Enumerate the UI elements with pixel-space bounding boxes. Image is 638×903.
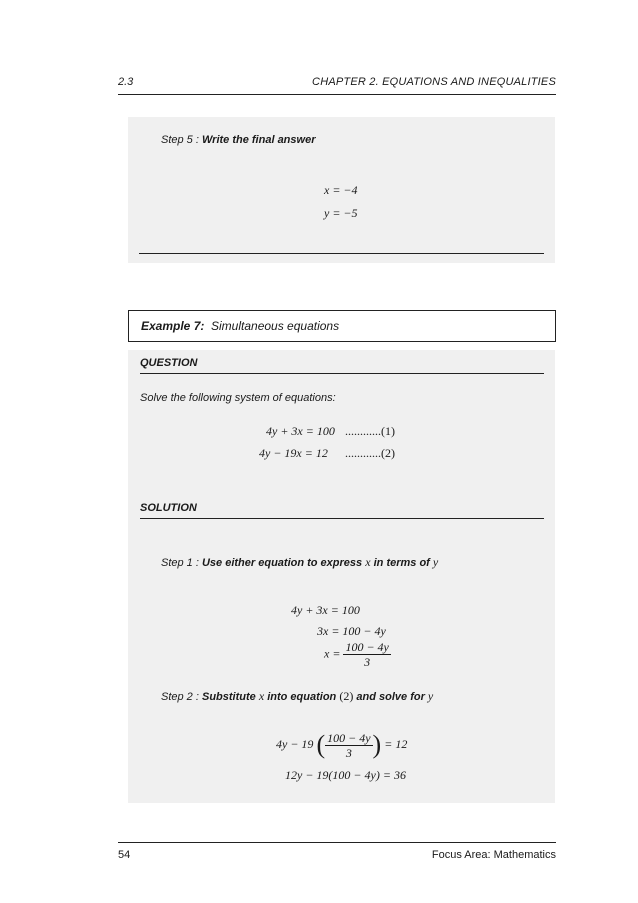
step1-title-a: Use either equation to express <box>201 557 363 569</box>
focus-area: Focus Area: Mathematics <box>431 849 556 861</box>
step1-eq2: 3x = 100 − 4y <box>317 624 386 638</box>
previous-example-box <box>128 117 555 263</box>
step2-eq1-lhs: 4y − 19 <box>276 736 314 751</box>
step2-var-x: x <box>258 689 265 703</box>
step2-eq1-fraction <box>325 731 372 760</box>
left-paren: ( <box>316 730 326 759</box>
step5-label: Step 5 : <box>161 134 199 146</box>
question-eq2-tag: ............(2) <box>345 446 395 460</box>
example-label: Example 7: <box>141 319 205 333</box>
step1-var-y: y <box>432 555 439 569</box>
step2-title-c: and solve for <box>356 691 425 703</box>
fraction-numerator: 100 − 4y <box>327 730 371 745</box>
step2-var-y: y <box>427 689 434 703</box>
step2-title-a: Substitute <box>201 691 256 703</box>
question-eq1-tag: ............(1) <box>345 424 395 438</box>
question-heading: QUESTION <box>140 357 544 374</box>
answer-x: x = −4 <box>324 183 358 197</box>
step1-eq3 <box>324 640 391 669</box>
step1-label: Step 1 : <box>161 557 199 569</box>
fraction-numerator: 100 − 4y <box>345 640 389 654</box>
step2-title-b: into equation <box>267 691 337 703</box>
example-body-box <box>128 350 555 803</box>
step2-eq1-rhs: = 12 <box>384 736 408 751</box>
page-number: 54 <box>118 849 131 861</box>
step5-line <box>161 134 315 146</box>
question-eq2: 4y − 19x = 12 <box>259 446 328 460</box>
example-title: Simultaneous equations <box>211 319 340 333</box>
fraction-denominator: 3 <box>345 745 352 760</box>
right-paren: ) <box>372 730 382 759</box>
running-header <box>118 76 556 95</box>
step2-eq2: 12y − 19(100 − 4y) = 36 <box>285 768 406 782</box>
example-heading-box <box>128 310 556 342</box>
step2-line <box>161 689 433 704</box>
step2-label: Step 2 : <box>161 691 199 703</box>
step5-title: Write the final answer <box>201 134 316 146</box>
chapter-title: CHAPTER 2. EQUATIONS AND INEQUALITIES <box>312 76 556 88</box>
step1-eq3-fraction <box>343 640 390 669</box>
box-divider <box>139 253 544 254</box>
answer-y: y = −5 <box>324 206 358 220</box>
step1-title-b: in terms of <box>373 557 430 569</box>
question-eq1: 4y + 3x = 100 <box>266 424 335 438</box>
step1-eq1: 4y + 3x = 100 <box>291 603 360 617</box>
solution-heading: SOLUTION <box>140 502 544 519</box>
section-number: 2.3 <box>118 76 134 88</box>
running-footer <box>118 842 556 861</box>
fraction-denominator: 3 <box>364 655 371 669</box>
step1-line <box>161 555 438 570</box>
step2-equation-ref: (2) <box>339 689 354 703</box>
step2-eq1 <box>276 730 407 760</box>
step1-eq3-lhs: x = <box>324 646 341 661</box>
question-prompt: Solve the following system of equations: <box>140 392 336 404</box>
step1-var-x: x <box>365 555 371 569</box>
